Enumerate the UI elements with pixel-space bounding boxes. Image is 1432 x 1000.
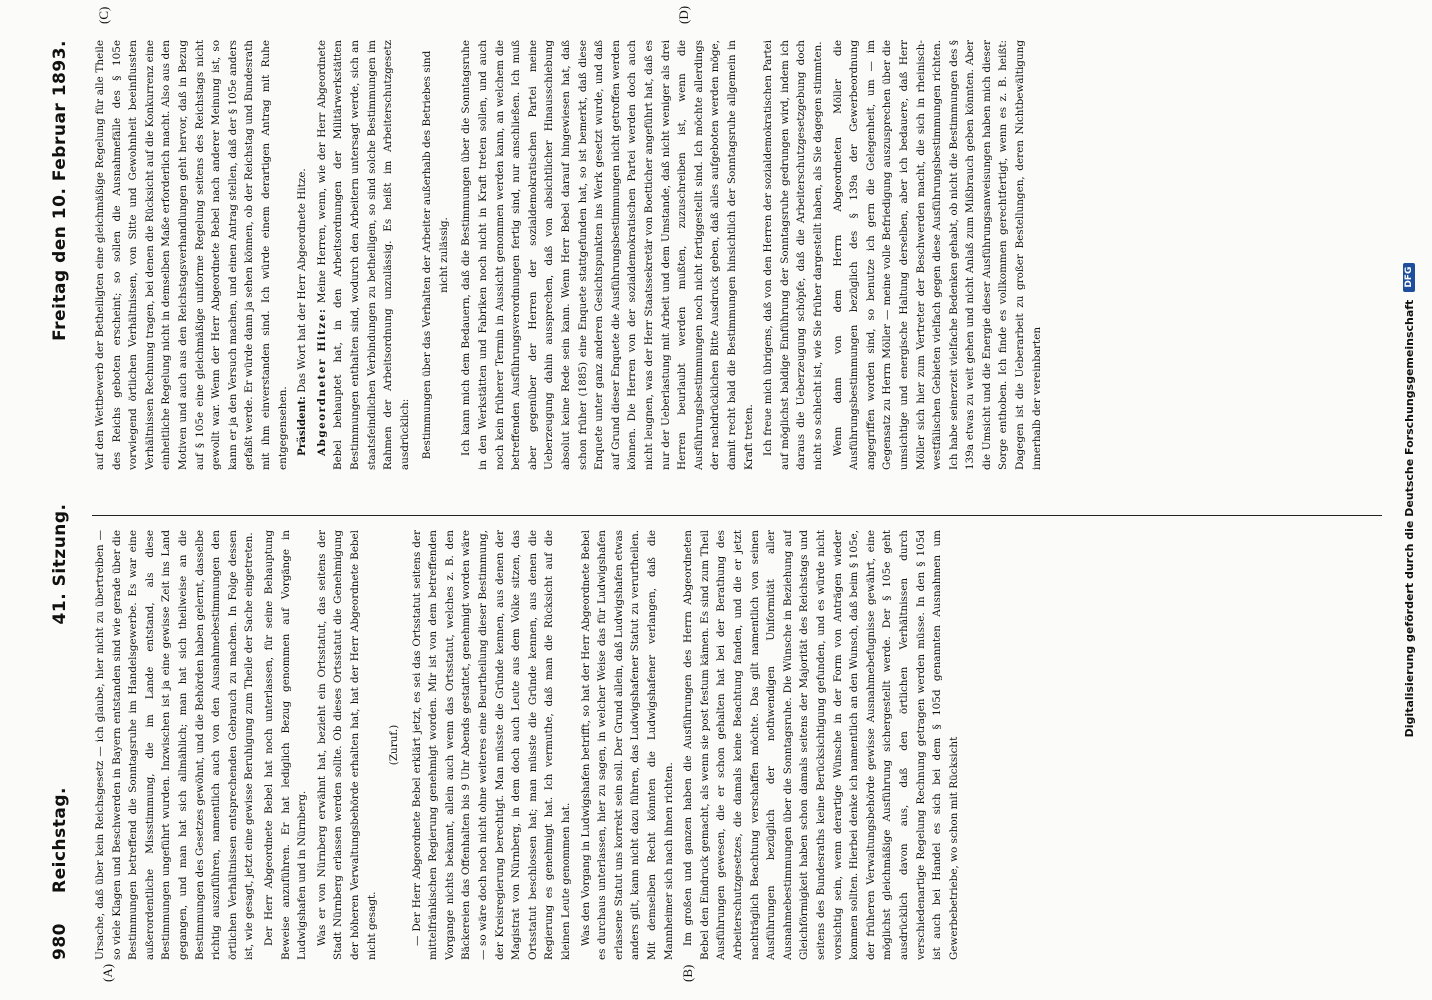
margin-marker-a: (A)	[100, 963, 115, 982]
paragraph: Ich kann mich dem Bedauern, daß die Bestimmungen über die Sonntagsruhe in den Werkstätten und Fabriken noch nicht in Kraft treten sollen, und auch noch kein früherer Termin in Aussicht genommen werden kann, an welchem die betreffenden Ausführungsverordnungen fertig sind, nur anschließen. Ich muß aber gegenüber der Herren der sozialdemokratischen Partei meine Ueberzeugung dahin aussprechen, daß von absichtlicher Hinausschiebung absolut keine Rede sein kann. Wenn Herr Bebel darauf hingewiesen hat, daß schon früher (1885) eine Enquete stattgefunden hat, so ist bemerkt, daß diese Enquete unter ganz anderen Gesichtspunkten ins Werk gesetzt wurde, und daß auf Grund dieser Enquete die Ausführungsbestimmungen nicht getroffen werden können. Die Herren von der sozialdemokratischen Partei werden doch auch nicht leugnen, was der Herr Staatssekretär von Boetticher angeführt hat, daß es nur der Ueberlastung mit Arbeit und dem Umstande, daß nicht weniger als drei Herren beurlaubt werden mußten, zuzuschreiben ist, wenn die Ausführungsbestimmungen noch nicht fertiggestellt sind. Ich möchte allerdings der nachdrücklichen Bitte Ausdruck geben, daß alles aufgeboten werden möge, damit recht bald die Bestimmungen hinsichtlich der Sonntagsruhe allgemein in Kraft treten.	[460, 40, 755, 470]
paragraph: Ich freue mich übrigens, daß von den Herren der sozialdemokratischen Partei auf möglichst baldige Einführung der Sonntagsruhe gedrungen wird, indem ich daraus die Ueberzeugung schöpfe, daß die Arbeiterschutzgesetzgebung doch nicht so schlecht ist, wie Sie früher dargestellt haben, als Sie dagegen stimmten.	[762, 40, 824, 470]
paragraph: Im großen und ganzen haben die Ausführungen des Herrn Abgeordneten Bebel den Eindruck gemacht, als wenn sie post festum kämen. Es sind zum Theil Ausführungen gewesen, die er schon gehalten hat bei der Berathung des Arbeiterschutzgesetzes, die damals keine Beachtung fanden, und die er jetzt nachträglich Beachtung verschaffen möchte. Das gilt namentlich von seinen Ausführungen bezüglich der nothwendigen Uniformität aller Ausnahmebestimmungen über die Sonntagsruhe. Die Wünsche in Beziehung auf Gleichförmigkeit haben schon damals seitens der Majorität des Reichstags und seitens des Bundesraths keine Berücksichtigung gefunden, und es würde nicht vorsichtig sein, wenn derartige Wünsche in der Form von Anträgen wieder kommen sollten. Hierbei denke ich namentlich an den Wunsch, daß beim § 105e, der früheren Verwaltungsbehörde gewisse Ausnahmebefugnisse gewährt, eine möglichst gleichmäßige Ausführung sichergestellt werde. Der § 105e geht ausdrücklich davon aus, daß den örtlichen Verhältnissen durch verschiedenartige Regelung Rechnung getragen werden müsse. In den § 105d ist auch bei Handel es sich bei dem § 105d genannten Ausnahmen um Gewerbebetriebe, wo schon mit Rücksicht	[682, 530, 960, 960]
speaker-text: Meine Herren, wenn, wie der Herr Abgeordnete Bebel behauptet hat, in den Arbeitsordnungen der Militärwerkstätten Bestimmungen enthalten sind, wodurch den Arbeitern untersagt werde, sich an staatsfeindlichen Verbindungen zu betheiligen, so sind solche Bestimmungen im Rahmen der Arbeitsordnung unzulässig. Es heißt im Arbeiterschutzgesetz ausdrücklich:	[315, 40, 411, 470]
margin-marker-c: (C)	[96, 6, 111, 24]
speaker-paragraph	[314, 40, 414, 470]
paragraph: Ursache, daß über kein Reichsgesetz — ich glaube, hier nicht zu übertreiben — so viele Klagen und Beschwerden in Bayern entstanden sind wie gerade über die Bestimmungen betreffend die Sonntagsruhe im Handelsgewerbe. Es war eine außerordentliche Missstimmung, die im Lande entstand, als diese Bestimmungen ungeführt wurden. Inzwischen ist ja eine gewisse Zeit ins Land gegangen, und man hat sich allmählich; man hat sich theilweise an die Bestimmungen des Gesetzes gewöhnt, und die Behörden haben gelernt, dasselbe richtig auszuführen, namentlich auch von den Ausnahmebestimmungen den örtlichen Verhältnissen entsprechenden Gebrauch zu machen. In Folge dessen ist, wie gesagt, jetzt eine gewisse Beruhigung zum Theile der Sache eingetreten.	[94, 530, 256, 960]
session-label: 41. Sitzung.	[50, 503, 70, 625]
paragraph: Der Herr Abgeordnete Bebel hat noch unterlassen, für seine Behauptung Beweise anzuführen. Er hat lediglich Bezug genommen auf Vorgänge in Ludwigshafen und in Nürnberg.	[262, 530, 309, 960]
credit-text: Digitalisierung gefördert durch die Deutsche Forschungsgemeinschaft	[1402, 299, 1416, 738]
page-top-margin	[0, 0, 34, 1000]
page-number: 980	[50, 923, 70, 960]
speaker-text: Das Wort hat der Herr Abgeordnete Hitze.	[296, 168, 309, 393]
paragraph: Wenn dann von dem Herrn Abgeordneten Möller die Ausführungsbestimmungen bezüglich des § 139a der Gewerbeordnung angegriffen worden sind, so benutze ich gern die Gelegenheit, um — im Gegensatz zu Herrn Möller — meine volle Befriedigung auszusprechen über die umsichtige und energische Haltung derselben, aber ich bedauere, daß Herr Möller sich hier zum Vertreter der Beschwerden macht, die sich in rheinisch-westfälischen Gebieten vielfach gegen diese Ausführungsbestimmungen richten. Ich habe seinerzeit vielfache Bedenken gehabt, ob nicht die Bestimmungen des § 139a etwas zu weit gehen und nicht Anlaß zum Mißbrauch geben könnten. Aber die Umsicht und die Energie dieser Ausführungsanweisungen haben mich dieser Sorge enthoben. Ich finde es vollkommen gerechtfertigt, wenn es z. B. heißt: Dagegen ist die Ueberarbeit zu großer Bestellungen, deren Nichtbewältigung innerhalb der vereinbarten	[831, 40, 1043, 470]
paragraph: — Der Herr Abgeordnete Bebel erklärt jetzt, es sei das Ortsstatut seitens der mittelfränkischen Regierung genehmigt worden. Mir ist von dem betreffenden Vorgange nichts bekannt, allein auch wenn das Ortsstatut, welches z. B. den Bäckereien das Offenhalten bis 9 Uhr Abends gestattet, genehmigt worden wäre — so wäre doch noch nicht ohne weiteres eine Beurtheilung dieser Bestimmung, der Kreisregierung berechtigt. Man müsste die Gründe kennen, aus denen der Magistrat von Nürnberg, in dem doch auch Leute aus dem Volke sitzen, das Ortsstatut beschlossen hat; man müsste die Gründe kennen, aus denen die Regierung es genehmigt hat. Ich vermuthe, daß man die Rücksicht auf die kleinen Leute genommen hat.	[410, 530, 573, 960]
running-header	[40, 40, 80, 960]
header-left-title: Reichstag.	[50, 787, 70, 893]
column-divider	[92, 515, 1382, 516]
paragraph: Was er von Nürnberg erwähnt hat, bezieht ein Ortsstatut, das seitens der Stadt Nürnberg erlassen werden sollte. Ob dieses Ortsstatut die Genehmigung der höheren Verwaltungsbehörde erhalten hat, hat der Herr Abgeordnete Bebel nicht gesagt.	[315, 530, 378, 960]
margin-marker-d: (D)	[676, 5, 691, 24]
speaker-label: Präsident:	[296, 396, 309, 456]
session-date: Freitag den 10. Februar 1893.	[50, 40, 70, 341]
block-quote: Bestimmungen über das Verhalten der Arbeiter außerhalb des Betriebes sind nicht zulässig.	[421, 50, 450, 460]
speaker-paragraph	[294, 40, 311, 470]
dfg-logo-icon: DFG	[1403, 263, 1415, 292]
right-text-column	[92, 40, 1382, 470]
speaker-label: Abgeordneter Hitze:	[315, 307, 328, 456]
paragraph: Was den Vorgang in Ludwigshafen betrifft, so hat der Herr Abgeordnete Bebel es durchaus unterlassen, hier zu sagen, in welcher Weise das für Ludwigshafen erlassene Statut uns korrekt sein soll. Der Grund allein, daß Ludwigshafen etwas anders gilt, kann nicht dazu führen, das Ludwigshafener Statut zu verurtheilen. Mit demselben Recht könnten die Ludwigshafener verlangen, daß die Mannheimer sich nach ihnen richten.	[579, 530, 675, 960]
digitization-credit	[1396, 0, 1422, 1000]
interjection: (Zuruf.)	[388, 724, 401, 766]
paragraph: auf den Wettbewerb der Betheiligten eine gleichmäßige Regelung für alle Theile des Reichs geboten erscheint; so sollen die Ausnahmefälle des § 105e vorwiegend örtlichen Verhältnissen, von Sitte und Gewohnheit beeinflussten Verhältnissen Rechnung tragen, bei denen die Rücksicht auf die Konkurrenz eine einheitliche Regelung nicht in demselben Maße erforderlich macht. Also aus den Motiven und auch aus den Reichstagsverhandlungen geht hervor, daß in Bezug auf § 105e eine gleichmäßige uniforme Regelung seitens des Reichstags nicht gewollt war. Wenn der Herr Abgeordnete Bebel nach anderer Meinung ist, so kann er ja den Versuch machen, und einen Antrag stellen, daß der § 105e anders gefaßt werde. Er würde dann ja sehen können, ob der Reichstag und Bundesrath mit ihm einverstanden sind. Ich würde einem derartigen Antrag mit Ruhe entgegensehen.	[94, 40, 289, 470]
margin-marker-b: (B)	[680, 964, 695, 982]
left-text-column	[92, 530, 1382, 960]
